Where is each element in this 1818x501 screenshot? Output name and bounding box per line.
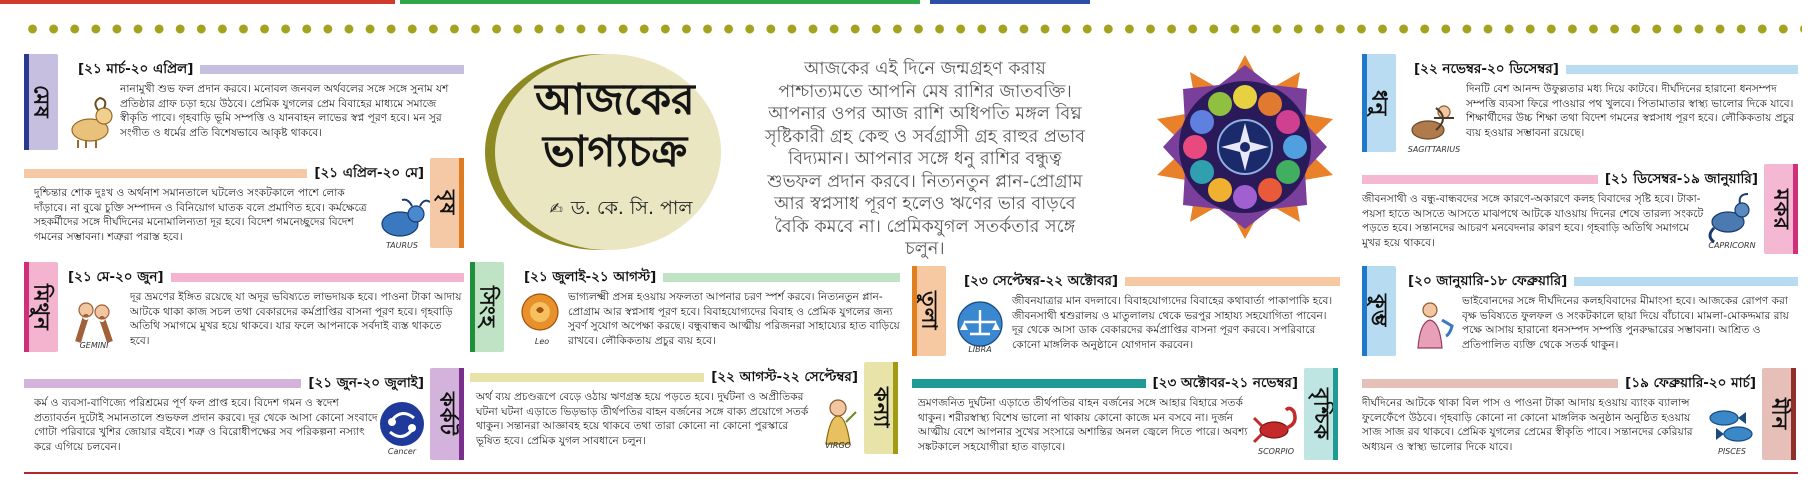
sign-name: মিথুন bbox=[29, 283, 54, 331]
sign-date-range: [২১ জুন-২০ জুলাই] bbox=[308, 374, 424, 391]
pisces-icon bbox=[1704, 398, 1760, 454]
sign-description: ভ্রমণজনিত দুর্ঘটনা এড়াতে তীর্থপতির বাহন বর্জনের সঙ্গে আহার বিহারে সতর্ক থাকুন। শরীরস্বাস্থ্য বিশেষ ভালো না থাকায় কোনো কাজে মন বসবে না। দুর্জন আত্মীয় বেশে আপনার সুখের সংসারে অশান্তির অনল জ্বেলে দিতে পারে। অবশ্য সঙ্কটকালে সহযোগীরা হাত বাড়াবে। bbox=[918, 397, 1248, 453]
panel-kanya bbox=[470, 362, 900, 462]
sign-tab-singha bbox=[470, 262, 504, 352]
icon-caption: TAURUS bbox=[386, 241, 418, 250]
sign-description: জীবনযাত্রার মান বদলাবে। বিবাহযোগ্যদের বিবাহের কথাবার্তা পাকাপাকি হবে। জীবনসাথী শ্বশুরালয় ও মাতুলালয় থেকে ভরপুর সাহায্য সহযোগিতা পাবেন। দূর থেকে আসা ডাক বেকারদের কর্মপ্রাপ্তির বাসনা পূরণ করবে। সপরিবারে কোনো মাঙ্গলিক অনুষ্ঠানে যোগদান করবেন। bbox=[1012, 295, 1333, 351]
sign-tab-kanya bbox=[864, 362, 898, 454]
sign-description: কর্ম ও ব্যবসা-বাণিজ্যে পরিশ্রমের পূর্ণ ফল প্রাপ্ত হবে। বিদেশ গমন ও স্বদেশ প্রত্যাবর্তন দুটোই সমানতালে শুভফল প্রদান করবে। দূর থেকে আসা কোনো সংবাদে গোটা পরিবারে খুশির জোয়ার বইবে। শত্রু ও বিরোধীপক্ষের সব পরিকল্পনা নস্যাৎ করে এগিয়ে চলবেন। bbox=[34, 397, 378, 453]
top-color-strip bbox=[0, 0, 1818, 4]
panel-brish bbox=[24, 158, 464, 250]
sign-date-range: [২১ মার্চ-২০ এপ্রিল] bbox=[78, 60, 194, 77]
sign-tab-brishchik bbox=[1304, 368, 1338, 460]
icon-caption: SAGITTARIUS bbox=[1407, 145, 1461, 154]
sign-date-range: [২৩ সেপ্টেম্বর-২২ অক্টোবর] bbox=[964, 272, 1119, 289]
sign-tab-makar bbox=[1764, 164, 1798, 254]
sign-date-range: [১৯ ফেব্রুয়ারি-২০ মার্চ] bbox=[1625, 374, 1756, 391]
sign-tab-meen bbox=[1762, 368, 1796, 460]
icon-caption: PISCES bbox=[1718, 447, 1746, 456]
sign-description: ভাগ্যলক্ষ্মী প্রসন্ন হওয়ায় সফলতা আপনার চরণ স্পর্শ করবে। নিত্যনতুন প্লান-প্রোগ্রাম আর স্বপ্নসাধ পূরণ হবে। বিবাহযোগ্যদের বিবাহ ও প্রেমিক যুগলের জন্য সুবর্ণ সুযোগ অপেক্ষা করছে। বন্ধুবান্ধব আত্মীয় পরিজনরা সাহায্যের হাত বাড়িয়ে রাখবে। লৌকিকতায় প্রচুর ব্যয় হবে। bbox=[568, 291, 900, 347]
aries-icon bbox=[64, 94, 120, 150]
bottom-rule bbox=[24, 472, 1798, 474]
sign-description: দীর্ঘদিনের আটকে থাকা বিল পাস ও পাওনা টাকা আদায় হওয়ায় ব্যাংক ব্যালান্স ফুলেফেঁপে উঠবে। গৃহবাড়ি কোনো না কোনো মাঙ্গলিক অনুষ্ঠান অনুষ্ঠিত হওয়ায় সাজ সাজ রব থাকবে। প্রেমিক যুগলের প্রেমের স্বীকৃতি পাবে। সন্তানদের কেরিয়ার অধ্যয়ন ও স্বাস্থ্য ভালোর দিকে যাবে। bbox=[1362, 397, 1693, 453]
sign-tab-dhanu bbox=[1362, 54, 1396, 152]
sign-date-range: [২৩ অক্টোবর-২১ নভেম্বর] bbox=[1152, 374, 1298, 391]
sagittarius-icon bbox=[1406, 96, 1462, 152]
pen-icon: ✍ bbox=[549, 199, 563, 218]
sign-name: কুম্ভ bbox=[1367, 294, 1392, 328]
panel-brishchik bbox=[912, 368, 1340, 468]
icon-caption: GEMINI bbox=[79, 341, 109, 350]
sign-date-range: [২১ মে-২০ জুন] bbox=[68, 268, 164, 285]
sign-date-range: [২১ জুলাই-২১ আগস্ট] bbox=[524, 268, 657, 285]
panel-mithun bbox=[24, 262, 464, 354]
sign-tab-mesh bbox=[24, 54, 58, 150]
intro-paragraph: আজকের এই দিনে জন্মগ্রহণ করায় পাশ্চাত্যমতে আপনি মেষ রাশির জাতবক্তি। আপনার ওপর আজ রাশি অধিপতি মঙ্গল বিঘ্ন সৃষ্টিকারী গ্রহ কেহু ও সর্বগ্রাসী গ্রহ রাহুর প্রভাব বিদ্যমান। আপনার সঙ্গে ধনু রাশির বন্ধুত্ব শুভফল প্রদান করবে। নিত্যনতুন প্লান-প্রোগ্রাম আর স্বপ্নসাধ পূরণ হলেও ঋণের ভার বাড়বে বৈকি কমবে না। প্রেমিকযুগল সতর্কতার সঙ্গে চলুন। bbox=[764, 59, 1086, 259]
scorpio-icon bbox=[1248, 398, 1304, 454]
icon-caption: Cancer bbox=[387, 447, 417, 456]
page-title: আজকের ভাগ্যচক্র bbox=[535, 75, 695, 177]
sign-description: ভাইবোনদের সঙ্গে দীর্ঘদিনের কলহবিবাদের মীমাংসা হবে। আজকের রোপণ করা বৃক্ষ ভবিষ্যতে ফুলফল ও সংকটকালে ছায়া দিয়ে বাঁচাবে। মামলা-মোকদ্দমার রায় পক্ষে আসায় হারানো ধনসম্পদ সম্পত্তি পুনরুদ্ধারের সম্ভাবনা। আশ্রিত ও প্রতিপালিত ব্যক্তি থেকে সতর্ক থাকুন। bbox=[1462, 295, 1789, 351]
sign-tab-mithun bbox=[24, 262, 58, 352]
sign-name: বৃষ bbox=[435, 190, 460, 216]
panel-dhanu bbox=[1362, 54, 1798, 158]
sign-description: জীবনসাথী ও বন্ধু-বান্ধবদের সঙ্গে কারণে-অকারণে কলহ বিবাদের সৃষ্টি হবে। টাকা-পয়সা হাতে আসতে আসতে মাঝপথে আটকে যাওয়ায় দিনের শেষে তারল্য সংকটে পড়তে হবে। সন্তানদের আচরণ মনবেদনার কারণ হবে। গৃহবাড়ি অতিথি সমাগমে মুখর হয়ে থাকবে। bbox=[1362, 193, 1704, 249]
gemini-icon bbox=[66, 292, 122, 348]
panel-tula bbox=[912, 266, 1340, 362]
sign-description: দিনটি বেশ আনন্দ উফুল্লতার মধ্য দিয়ে কাটবে। দীর্ঘদিনের হারানো ধনসম্পদ সম্পত্তি ব্যবসা ফিরে পাওয়ার পথ খুলবে। পিতামাতার স্বাস্থ্য ভালোর দিকে যাবে। শিক্ষার্থীদের উচ্চ শিক্ষা তথা বিদেশ গমনের স্বপ্নসাধ পূরণ হবে। লৌকিকতায় প্রচুর ব্যয় হওয়ার সম্ভাবনা রয়েছে। bbox=[1466, 83, 1795, 139]
cancer-icon bbox=[374, 398, 430, 454]
icon-caption: VIRGO bbox=[825, 441, 851, 450]
panel-singha bbox=[470, 262, 900, 360]
sign-description: অর্থ ব্যয় প্রচণ্ডরূপে বেড়ে ওঠায় ঋণগ্রস্ত হয়ে পড়তে হবে। দুর্ঘটনা ও অপ্রীতিকর ঘটনা ঘটনা এড়াতে ভিড়ভাড় তীর্থপতির বাহন বর্জনের সঙ্গে বাক্য প্রয়োগে সতর্ক থাকুন। সন্তানরা আজ্ঞাবহ হয়ে থাকবে তথা তারা কোনো না কোনো পুরস্কারে ভূষিত হবে। প্রেমিক যুগল সাবধানে চলুন। bbox=[476, 391, 809, 447]
sign-name: মীন bbox=[1767, 397, 1792, 431]
sign-description: নানামুখী শুভ ফল প্রদান করবে। মনোবল জনবল অর্থবলের সঙ্গে সঙ্গে সুনাম যশ প্রতিষ্ঠার গ্রাফ চড়া হয়ে উঠবে। প্রেমিক যুগলের প্রেম বিবাহের মাধ্যমে সমাজে স্বীকৃতি পাবে। গৃহবাড়ি ভূমি সম্পত্তি ও যানবাহন লাভের স্বপ্ন পূরণ হবে। মন সুর সংগীত ও ধর্মের প্রতি বিশেষভাবে আকৃষ্ট থাকবে। bbox=[120, 83, 449, 139]
panel-kumbha bbox=[1362, 266, 1798, 362]
sign-name: বৃশ্চিক bbox=[1309, 387, 1334, 441]
sign-name: কর্কট bbox=[435, 392, 460, 436]
icon-caption: SCORPIO bbox=[1258, 447, 1294, 456]
sign-date-range: [২২ নভেম্বর-২০ ডিসেম্বর] bbox=[1414, 60, 1559, 77]
sign-name: মেষ bbox=[29, 85, 54, 119]
sign-tab-brish bbox=[430, 158, 464, 248]
sign-date-range: [২১ এপ্রিল-২০ মে] bbox=[314, 164, 424, 181]
author-byline: ✍ ড. কে. সি. পাল bbox=[549, 197, 693, 219]
panel-meen bbox=[1362, 368, 1798, 468]
leo-icon bbox=[514, 288, 570, 344]
sign-tab-kumbha bbox=[1362, 266, 1396, 356]
capricorn-icon bbox=[1704, 192, 1760, 248]
sign-tab-tula bbox=[912, 266, 946, 356]
libra-icon bbox=[952, 296, 1008, 352]
zodiac-wheel-icon bbox=[1150, 52, 1340, 242]
sign-date-range: [২০ জানুয়ারি-১৮ ফেব্রুয়ারি] bbox=[1408, 272, 1568, 289]
sign-name: কন্যা bbox=[869, 387, 894, 429]
icon-caption: Leo bbox=[534, 337, 550, 346]
sign-name: ধনু bbox=[1367, 89, 1392, 117]
dotted-divider bbox=[22, 23, 1802, 35]
virgo-icon bbox=[810, 392, 866, 448]
sign-description: দূর ভ্রমণের ইঙ্গিত রয়েছে যা অদূর ভবিষ্যতে লাভদায়ক হবে। পাওনা টাকা আদায় আটকে থাকা কাজ সচল তথা বেকারদের কর্মপ্রাপ্তির বাসনা পূরণ হবে। গৃহবাড়ি অতিথি সমাগমে মুখর হয়ে থাকবে। যার ফলে আপনাকে সর্বদাই ব্যস্ত থাকতে হবে। bbox=[130, 291, 462, 347]
aquarius-icon bbox=[1404, 296, 1460, 352]
taurus-icon bbox=[374, 192, 430, 248]
sign-date-range: [২২ আগস্ট-২২ সেপ্টেম্বর] bbox=[711, 368, 858, 385]
panel-mesh bbox=[24, 54, 464, 152]
sign-description: দুশ্চিন্তার শোক দুঃখ ও অর্থনাশ সমানতালে ঘটলেও সংকটকালে পাশে লোক দাঁড়াবে। না বুঝে চুক্তি সম্পাদন ও বিনিয়োগ ঘাতক বলে প্রমাণিত হবে। কর্মক্ষেত্রে সহকর্মীদের সঙ্গে দীর্ঘদিনের মনোমালিন্যতা দূর হবে। বিদেশ গমনেচ্ছুদের বিদেশ গমনের সম্ভাবনা। শত্রুরা পরাস্ত হবে। bbox=[34, 187, 367, 243]
icon-caption: CAPRICORN bbox=[1708, 241, 1756, 250]
column-title-block bbox=[485, 54, 739, 250]
sign-tab-karkat bbox=[430, 368, 464, 460]
sign-date-range: [২১ ডিসেম্বর-১৯ জানুয়ারি] bbox=[1604, 170, 1758, 187]
sign-name: তুলা bbox=[917, 291, 942, 331]
sign-name: সিংহ bbox=[475, 286, 500, 328]
icon-caption: LIBRA bbox=[968, 345, 992, 354]
panel-karkat bbox=[24, 368, 464, 468]
panel-makar bbox=[1362, 164, 1798, 260]
sign-name: মকর bbox=[1769, 188, 1794, 230]
